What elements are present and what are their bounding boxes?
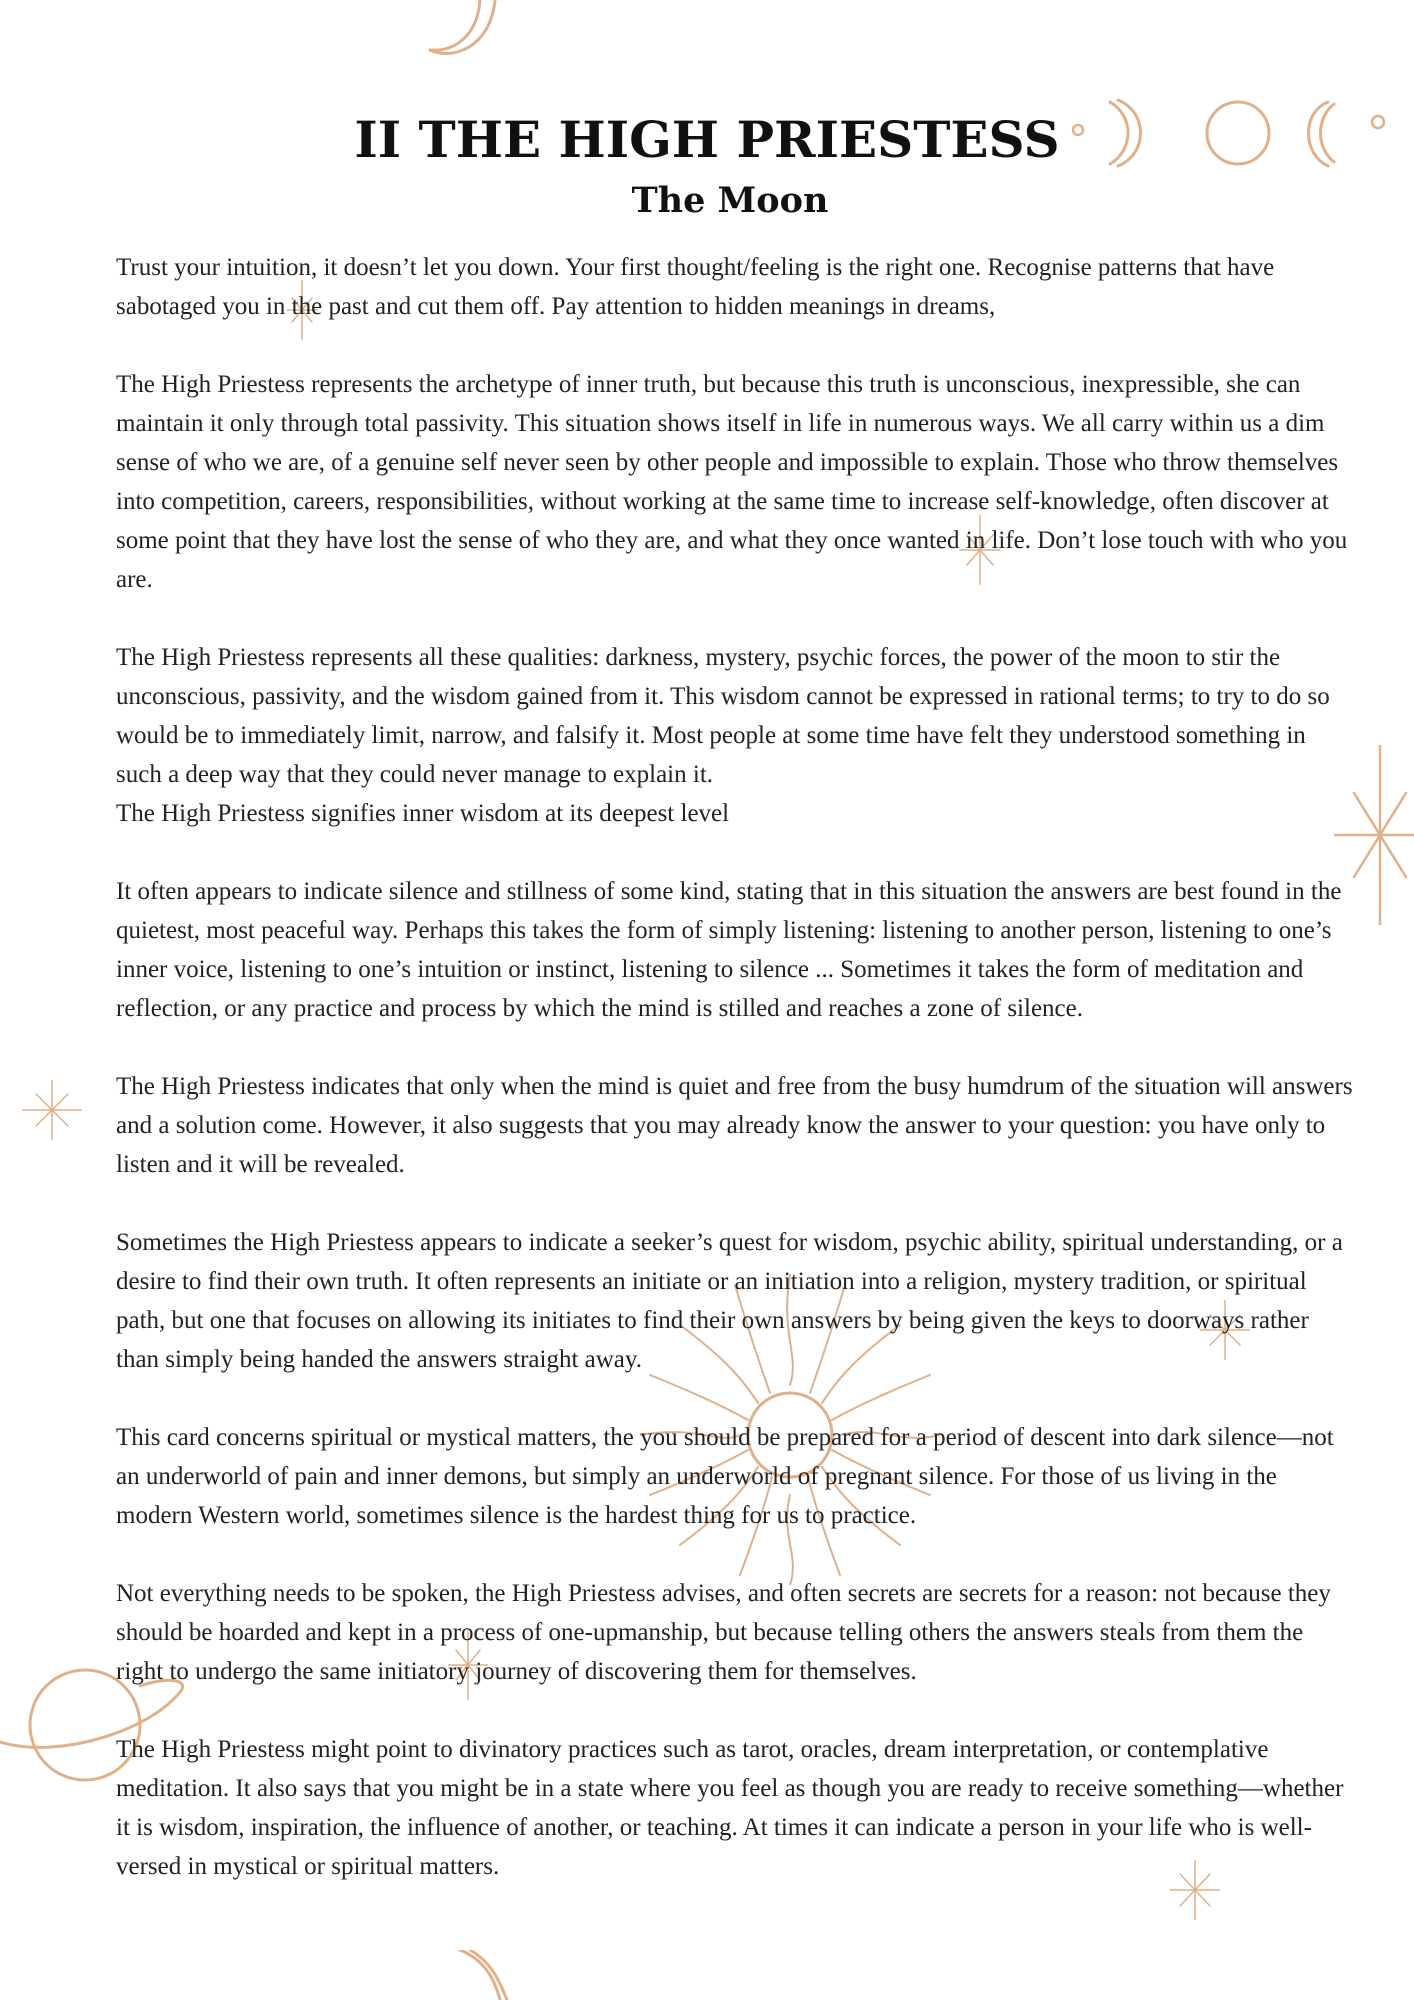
body-text: [116, 248, 1356, 1925]
page-title: II THE HIGH PRIESTESS: [354, 110, 1060, 169]
paragraph: The High Priestess indicates that only when the mind is quiet and free from the busy humdrum of the situation will answers and a solution come. However, it also suggests that you may already know the answer to your question: you have only to listen and it will be revealed.: [116, 1073, 1353, 1178]
crescent-moon-icon: [420, 0, 500, 60]
paragraph: The High Priestess represents all these qualities: darkness, mystery, psychic forces, the power of the moon to stir the unconscious, passivity, and the wisdom gained from it. This wisdom cannot be expressed in rational terms; to try to do so would be to immediately limit, narrow, and falsify it. Most people at some time have felt they understood something in such a deep way that they could never manage to explain it. The High Priestess signifies inner wisdom at its deepest level: [116, 644, 1330, 827]
sparkle-star-icon: [22, 1080, 82, 1140]
paragraph: The High Priestess might point to divinatory practices such as tarot, oracles, dream interpretation, or contemplative meditation. It also says that you might be in a state where you feel as though you are ready to receive something—whether it is wisdom, inspiration, the influence of another, or teaching. At times it can indicate a person in your life who is well-versed in mystical or spiritual matters.: [116, 1736, 1344, 1880]
paragraph: It often appears to indicate silence and stillness of some kind, stating that in this situation the answers are best found in the quietest, most peaceful way. Perhaps this takes the form of simply listening: listening to another person, listening to one’s inner voice, listening to one’s intuition or instinct, listening to silence ... Sometimes it takes the form of meditation and reflection, or any practice and process by which the mind is stilled and reaches a zone of silence.: [116, 878, 1342, 1022]
page-subtitle: The Moon: [631, 180, 829, 221]
crescent-moon-icon: [455, 1950, 515, 2000]
paragraph: The High Priestess represents the archetype of inner truth, but because this truth is unconscious, inexpressible, she can maintain it only through total passivity. This situation shows itself in life in numerous ways. We all carry within us a dim sense of who we are, of a genuine self never seen by other people and impossible to explain. Those who throw themselves into competition, careers, responsibilities, without working at the same time to increase self-knowledge, often discover at some point that they have lost the sense of who they are, and what they once wanted in life. Don’t lose touch with who you are.: [116, 371, 1348, 593]
paragraph: Trust your intuition, it doesn’t let you down. Your first thought/feeling is the right one. Recognise patterns that have sabotaged you in the past and cut them off. Pay attention to hidden meanings in dreams,: [116, 254, 1275, 320]
paragraph: Sometimes the High Priestess appears to indicate a seeker’s quest for wisdom, psychic ability, spiritual understanding, or a desire to find their own truth. It often represents an initiate or an initiation into a religion, mystery tradition, or spiritual path, but one that focuses on allowing its initiates to find their own answers by being given the keys to doorways rather than simply being handed the answers straight away.: [116, 1229, 1343, 1373]
paragraph: Not everything needs to be spoken, the High Priestess advises, and often secrets are secrets for a reason: not because they should be hoarded and kept in a process of one-upmanship, but because telling others the answers steals from them the right to undergo the same initiatory journey of discovering them for themselves.: [116, 1580, 1331, 1685]
paragraph: This card concerns spiritual or mystical matters, the you should be prepared for a period of descent into dark silence—not an underworld of pain and inner demons, but simply an underworld of pregnant silence. For those of us living in the modern Western world, sometimes silence is the hardest thing for us to practice.: [116, 1424, 1334, 1529]
